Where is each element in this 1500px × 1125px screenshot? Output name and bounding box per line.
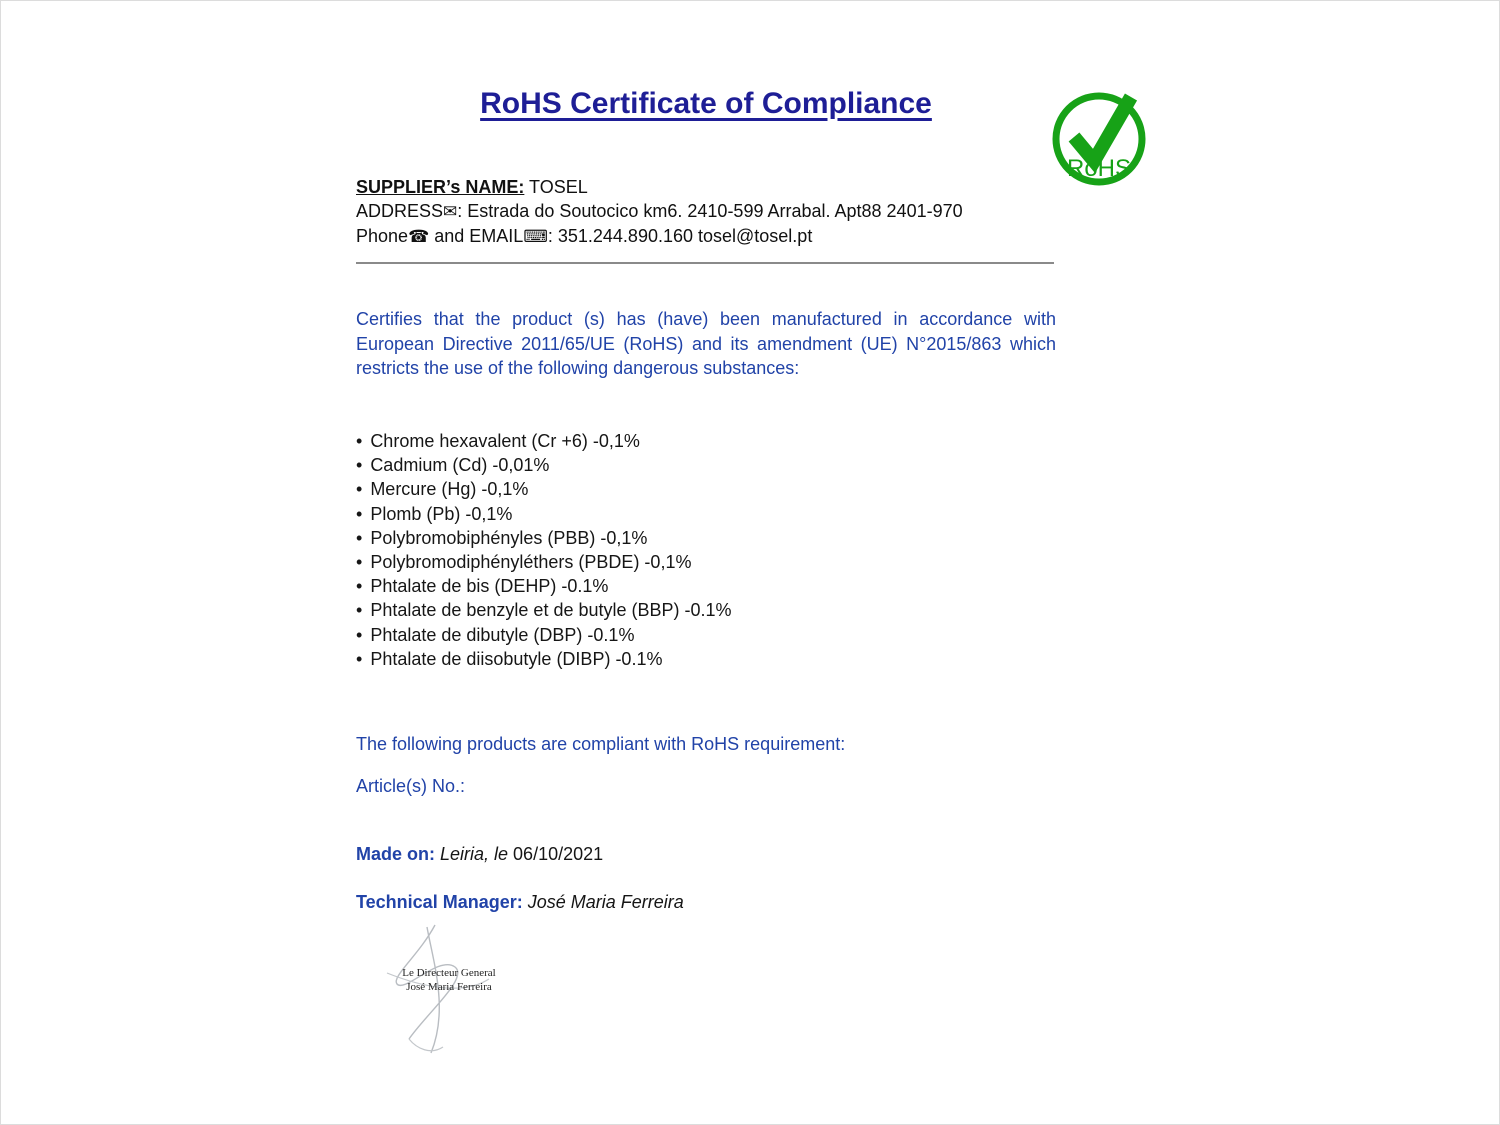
supplier-name-label: SUPPLIER’s NAME:	[356, 177, 525, 197]
signature-text-line1: Le Directeur General	[402, 967, 496, 979]
supplier-name-value: TOSEL	[524, 177, 588, 197]
signature-text	[389, 966, 509, 994]
substance-item	[356, 598, 1056, 622]
compliance-line: The following products are compliant with RoHS requirement:	[356, 734, 846, 754]
substance-text: Phtalate de dibutyle (DBP) -0.1%	[370, 624, 635, 645]
rohs-logo	[1051, 81, 1151, 191]
technical-manager-line	[356, 892, 1056, 913]
address-value: : Estrada do Soutocico km6. 2410-599 Arrabal. Apt88 2401-970	[457, 201, 963, 221]
signature-text-line2: José Maria Ferreira	[406, 981, 492, 993]
made-on-label: Made on:	[356, 844, 435, 864]
substance-text: Phtalate de bis (DEHP) -0.1%	[370, 576, 609, 597]
substance-item	[356, 574, 1056, 598]
articles-label: Article(s) No.:	[356, 776, 466, 796]
substance-item	[356, 647, 1056, 671]
substance-item	[356, 550, 1056, 574]
supplier-block	[356, 175, 963, 249]
substance-text: Chrome hexavalent (Cr +6) -0,1%	[370, 431, 640, 451]
certification-statement: Certifies that the product (s) has (have) been manufactured in accordance with European Directive 2011/65/UE (RoHS) and its amendment (UE) N°2015/863 which restricts the use of the following dangerous substances:	[356, 309, 1056, 378]
substance-item	[356, 453, 1056, 477]
envelope-icon: ✉	[443, 202, 458, 221]
substance-item	[356, 477, 1056, 501]
computer-icon: ⌨	[523, 227, 548, 246]
phone-email-value: : 351.244.890.160 tosel@tosel.pt	[547, 226, 813, 246]
substance-item	[356, 429, 1056, 453]
made-on-place: Leiria, le	[435, 844, 509, 864]
technical-manager-label: Technical Manager:	[356, 892, 523, 912]
address-label: ADDRESS	[356, 201, 444, 221]
substance-text: Phtalate de diisobutyle (DIBP) -0.1%	[370, 648, 663, 669]
made-on-date: 06/10/2021	[508, 844, 604, 864]
made-on-line	[356, 844, 1056, 865]
technical-manager-name: José Maria Ferreira	[522, 892, 684, 912]
page-title	[356, 87, 1056, 121]
divider-line	[356, 262, 1054, 264]
substance-text: Plomb (Pb) -0,1%	[370, 503, 513, 524]
substance-text: Phtalate de benzyle et de butyle (BBP) -0.1%	[370, 600, 732, 621]
page-title-text: RoHS Certificate of Compliance	[480, 87, 932, 120]
substance-text: Polybromobiphényles (PBB) -0,1%	[370, 527, 648, 548]
substance-item	[356, 623, 1056, 647]
phone-icon: ☎	[408, 227, 430, 246]
substance-item	[356, 526, 1056, 550]
rohs-logo-icon	[1051, 81, 1151, 191]
rohs-logo-label: RoHS	[1066, 155, 1132, 182]
substance-item	[356, 502, 1056, 526]
supplier-name-line	[356, 175, 963, 199]
supplier-phone-line	[356, 224, 963, 249]
and-email-label: and EMAIL	[429, 226, 524, 246]
substance-text: Cadmium (Cd) -0,01%	[370, 455, 550, 476]
substance-text: Polybromodiphényléthers (PBDE) -0,1%	[370, 552, 692, 573]
substances-list	[356, 429, 1056, 671]
supplier-address-line	[356, 199, 963, 224]
substance-text: Mercure (Hg) -0,1%	[370, 479, 529, 500]
phone-label: Phone	[356, 226, 409, 246]
